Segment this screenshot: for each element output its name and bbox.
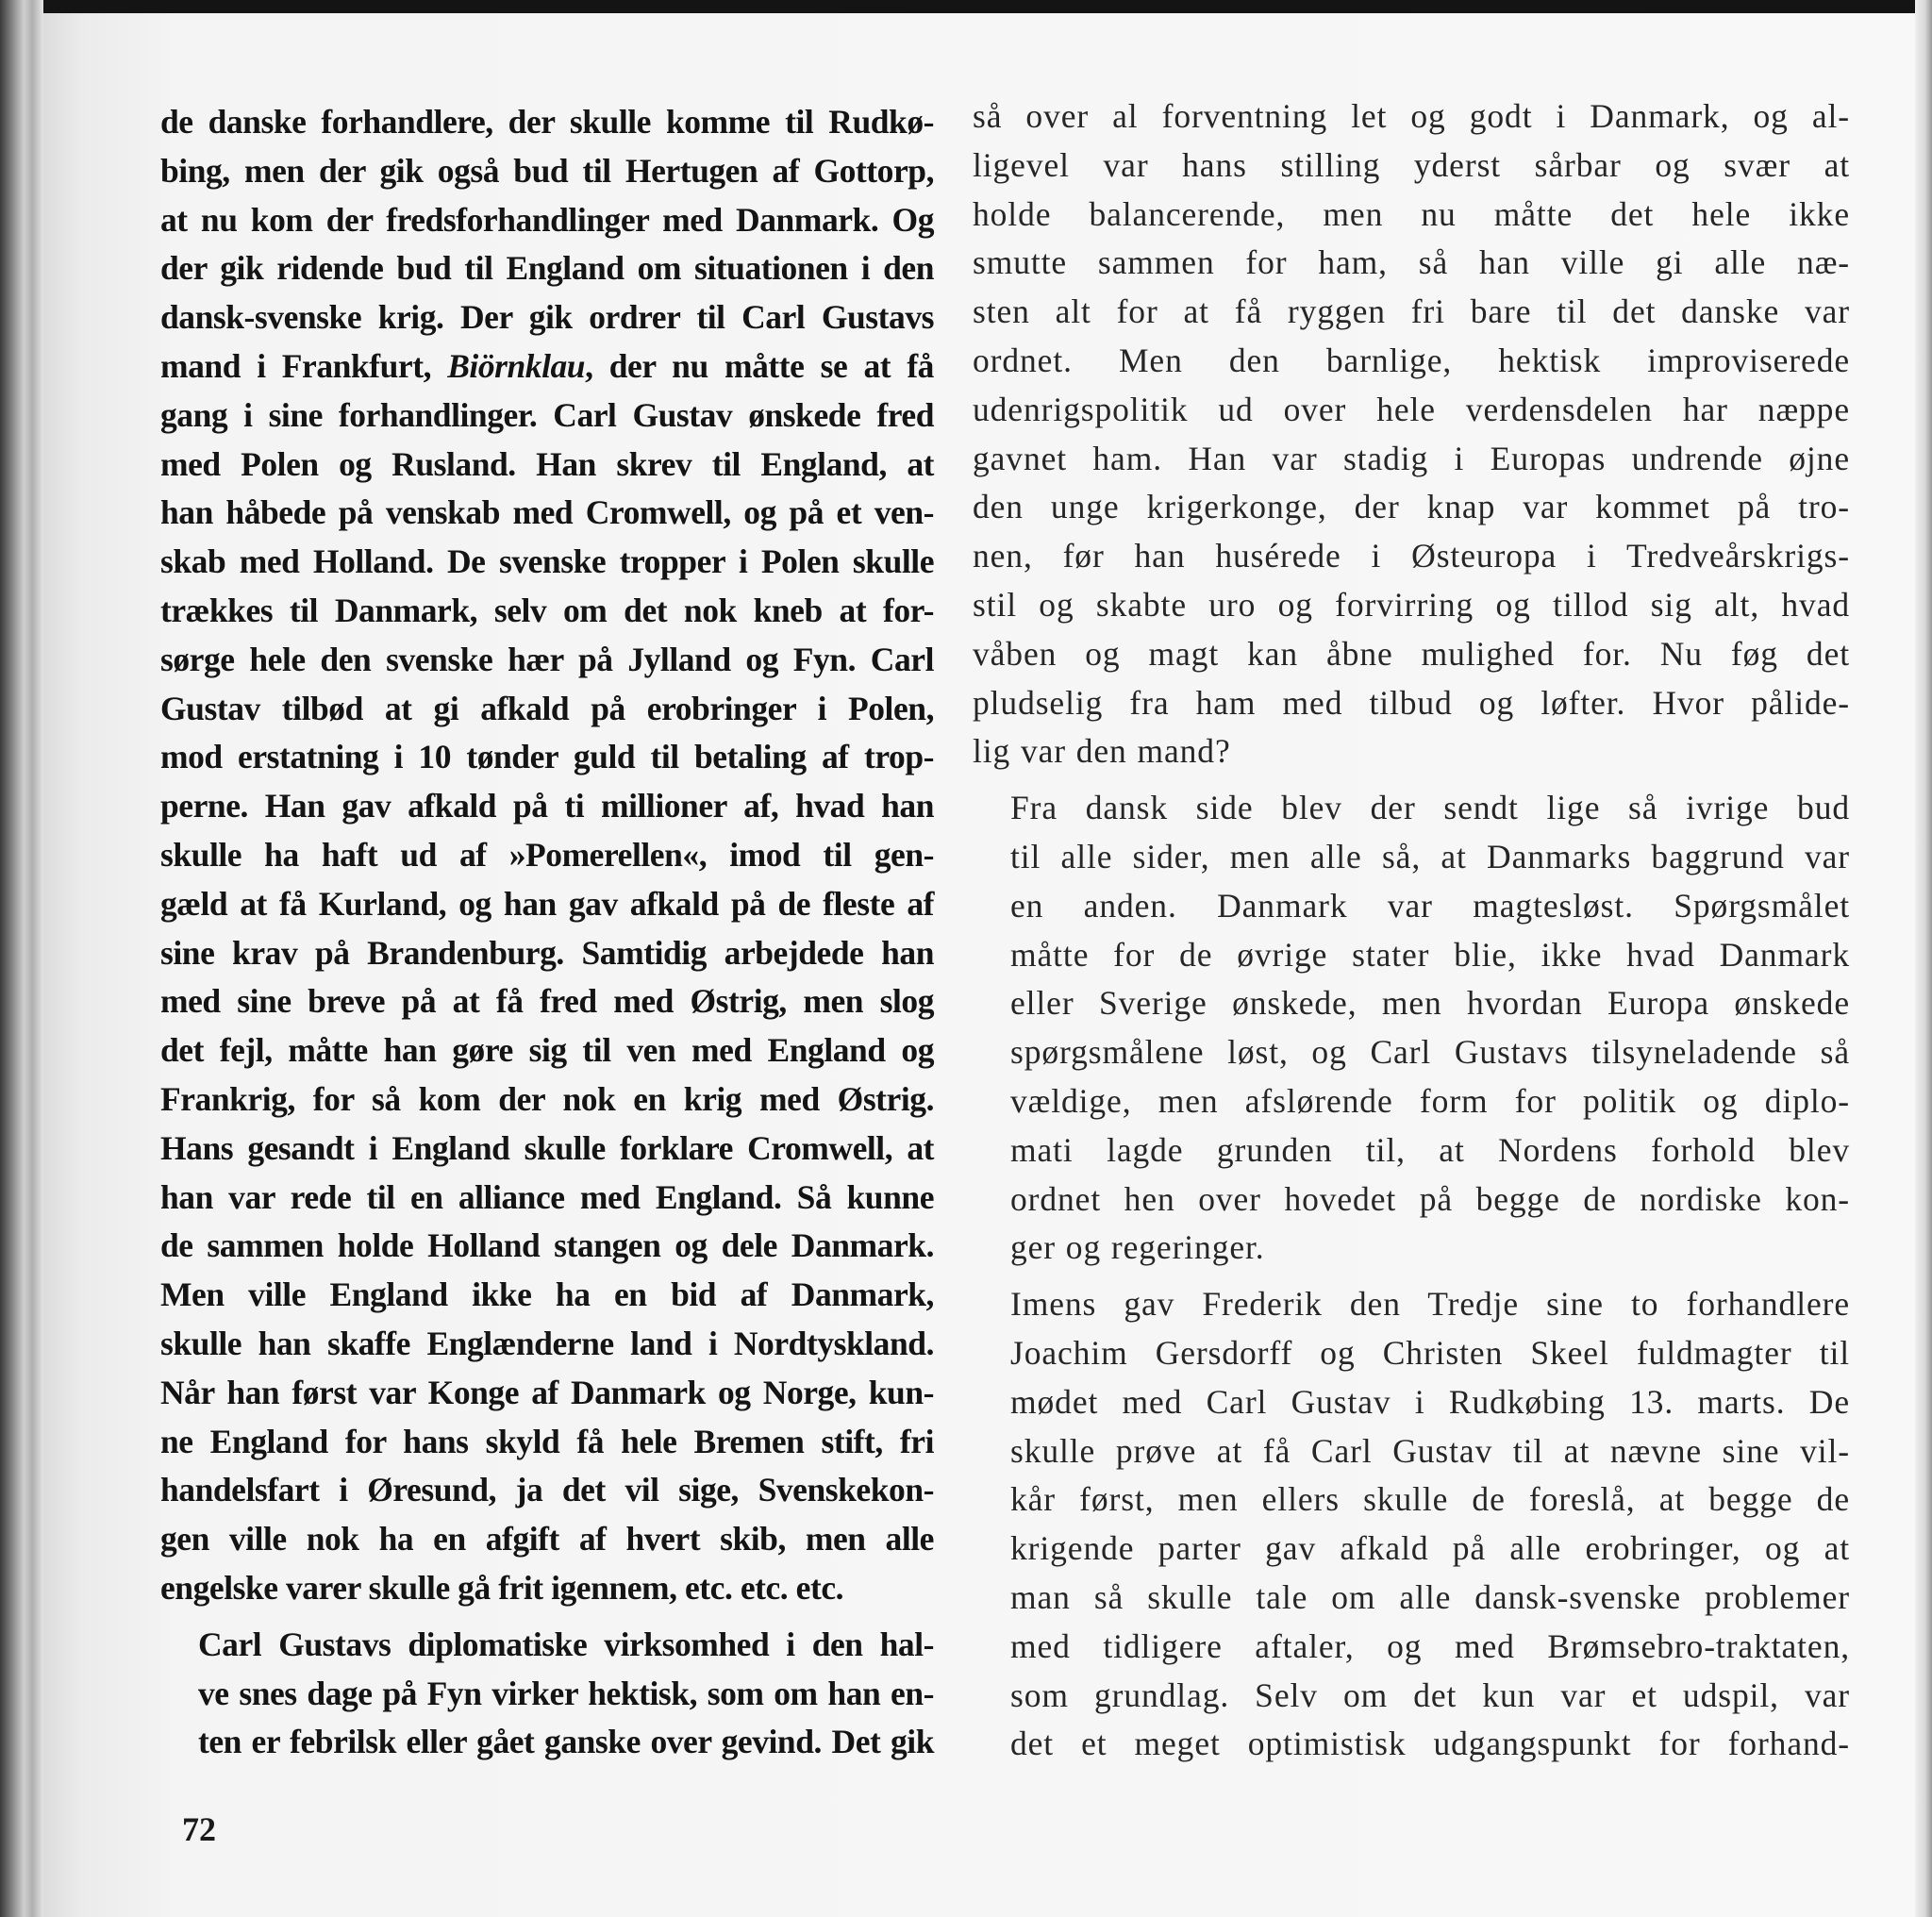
text-line: at nu kom der fredsforhandlinger med Danmark. Og	[160, 200, 934, 239]
text-line: sine krav på Brandenburg. Samtidig arbejdede han	[160, 933, 934, 972]
text-line: eller Sverige ønskede, men hvordan Europa ønskede	[1010, 984, 1850, 1023]
text-line: Imens gav Frederik den Tredje sine to forhandlere	[1010, 1285, 1850, 1324]
text-line: skab med Holland. De svenske tropper i Polen skulle	[160, 542, 934, 581]
text-line: mødet med Carl Gustav i Rudkøbing 13. marts. De	[1010, 1382, 1850, 1421]
text-line: til alle sider, men alle så, at Danmarks baggrund var	[1010, 837, 1850, 875]
text-line: Frankrig, for så kom der nok en krig med Østrig.	[160, 1079, 934, 1118]
text-line: Joachim Gersdorff og Christen Skeel fuldmagter til	[1010, 1333, 1850, 1372]
text-line: den unge krigerkonge, der knap var kommet på tro-	[973, 488, 1850, 526]
text-line: stil og skabte uro og forvirring og tillod sig alt, hvad	[973, 585, 1850, 624]
text-line: skulle ha haft ud af »Pomerellen«, imod til gen-	[160, 835, 934, 874]
text-line: ordnet. Men den barnlige, hektisk improviserede	[973, 341, 1850, 379]
text-line: handelsfart i Øresund, ja det vil sige, Svenskekon-	[160, 1471, 934, 1509]
paragraph	[160, 98, 934, 1613]
paragraph	[973, 784, 1850, 1273]
paragraph	[160, 1621, 934, 1767]
text-line: krigende parter gav afkald på alle erobringer, og at	[1010, 1529, 1850, 1568]
text-line: lig var den mand?	[973, 732, 1231, 771]
text-line: vældige, men afslørende form for politik og diplo-	[1010, 1081, 1850, 1120]
text-line: Gustav tilbød at gi afkald på erobringer i Polen,	[160, 689, 934, 727]
text-line: skulle prøve at få Carl Gustav til at nævne sine vil-	[1010, 1431, 1850, 1470]
text-line: ten er febrilsk eller gået ganske over gevind. Det gik	[198, 1723, 934, 1761]
text-line: spørgsmålene løst, og Carl Gustavs tilsyneladende så	[1010, 1033, 1850, 1072]
text-line: engelske varer skulle gå frit igennem, etc. etc. etc.	[160, 1568, 844, 1607]
text-line: en anden. Danmark var magtesløst. Spørgsmålet	[1010, 886, 1850, 925]
left-text-column	[160, 98, 934, 1767]
text-line: mand i Frankfurt, Biörnklau, der nu måtte se at få	[160, 346, 934, 385]
italic-name: Biörnklau	[447, 346, 586, 385]
text-line: gavnet ham. Han var stadig i Europas undrende øjne	[973, 439, 1850, 477]
text-line: bing, men der gik også bud til Hertugen af Gottorp,	[160, 151, 934, 190]
text-line: Når han først var Konge af Danmark og Norge, kun-	[160, 1373, 934, 1411]
text-line: der gik ridende bud til England om situationen i den	[160, 249, 934, 288]
text-line: de danske forhandlere, der skulle komme til Rudkø-	[160, 103, 934, 141]
text-line: han var rede til en alliance med England. Så kunne	[160, 1177, 934, 1216]
right-text-column	[973, 92, 1850, 1769]
text-line: gen ville nok ha en afgift af hvert skib, men alle	[160, 1520, 934, 1559]
text-line: det et meget optimistisk udgangspunkt for forhand-	[1010, 1725, 1850, 1763]
text-line: måtte for de øvrige stater blie, ikke hvad Danmark	[1010, 935, 1850, 974]
text-line: med sine breve på at få fred med Østrig, men slog	[160, 982, 934, 1021]
text-line: sten alt for at få ryggen fri bare til det danske var	[973, 292, 1850, 331]
text-line: så over al forventning let og godt i Danmark, og al-	[973, 97, 1850, 135]
text-line: sørge hele den svenske hær på Jylland og Fyn. Carl	[160, 640, 934, 678]
book-page	[43, 13, 1915, 1917]
text-line: perne. Han gav afkald på ti millioner af, hvad han	[160, 787, 934, 825]
text-line: ligevel var hans stilling yderst sårbar og svær at	[973, 145, 1850, 184]
text-line: udenrigspolitik ud over hele verdensdelen har næppe	[973, 390, 1850, 428]
text-line: mati lagde grunden til, at Nordens forhold blev	[1010, 1130, 1850, 1169]
page-number: 72	[182, 1810, 216, 1848]
text-line: trækkes til Danmark, selv om det nok kneb at for-	[160, 591, 934, 629]
text-line: han håbede på venskab med Cromwell, og på et ven-	[160, 493, 934, 532]
paragraph	[973, 92, 1850, 776]
text-line: pludselig fra ham med tilbud og løfter. Hvor pålide-	[973, 683, 1850, 722]
text-line: Men ville England ikke ha en bid af Danmark,	[160, 1275, 934, 1314]
text-line: med Polen og Rusland. Han skrev til England, at	[160, 444, 934, 483]
text-line: man så skulle tale om alle dansk-svenske problemer	[1010, 1577, 1850, 1616]
text-line: gang i sine forhandlinger. Carl Gustav ønskede fred	[160, 395, 934, 434]
text-line: det fejl, måtte han gøre sig til ven med England og	[160, 1031, 934, 1070]
text-line: våben og magt kan åbne mulighed for. Nu føg det	[973, 634, 1850, 673]
book-page-edge	[1915, 0, 1932, 1917]
text-line: skulle han skaffe Englænderne land i Nordtyskland.	[160, 1324, 934, 1362]
text-line: som grundlag. Selv om det kun var et udspil, var	[1010, 1675, 1850, 1714]
book-spine-gutter	[0, 0, 43, 1917]
text-line: kår først, men ellers skulle de foreslå, at begge de	[1010, 1480, 1850, 1519]
text-line: gæld at få Kurland, og han gav afkald på de fleste af	[160, 884, 934, 923]
text-line: Fra dansk side blev der sendt lige så ivrige bud	[1010, 789, 1850, 827]
text-line: ordnet hen over hovedet på begge de nordiske kon-	[1010, 1179, 1850, 1218]
text-line: de sammen holde Holland stangen og dele Danmark.	[160, 1226, 934, 1265]
text-line: med tidligere aftaler, og med Brømsebro-traktaten,	[1010, 1626, 1850, 1665]
text-line: nen, før han husérede i Østeuropa i Tredveårskrigs-	[973, 537, 1850, 575]
text-line: ne England for hans skyld få hele Bremen stift, fri	[160, 1422, 934, 1460]
text-line: ger og regeringer.	[1010, 1228, 1265, 1267]
text-line: ve snes dage på Fyn virker hektisk, som om han en-	[198, 1674, 934, 1712]
text-line: smutte sammen for ham, så han ville gi alle næ-	[973, 243, 1850, 282]
text-line: dansk-svenske krig. Der gik ordrer til Carl Gustavs	[160, 298, 934, 337]
text-line: mod erstatning i 10 tønder guld til betaling af trop-	[160, 738, 934, 776]
text-line: Hans gesandt i England skulle forklare Cromwell, at	[160, 1128, 934, 1167]
paragraph	[973, 1280, 1850, 1769]
text-line: Carl Gustavs diplomatiske virksomhed i den hal-	[198, 1625, 934, 1663]
text-line: holde balancerende, men nu måtte det hele ikke	[973, 194, 1850, 233]
